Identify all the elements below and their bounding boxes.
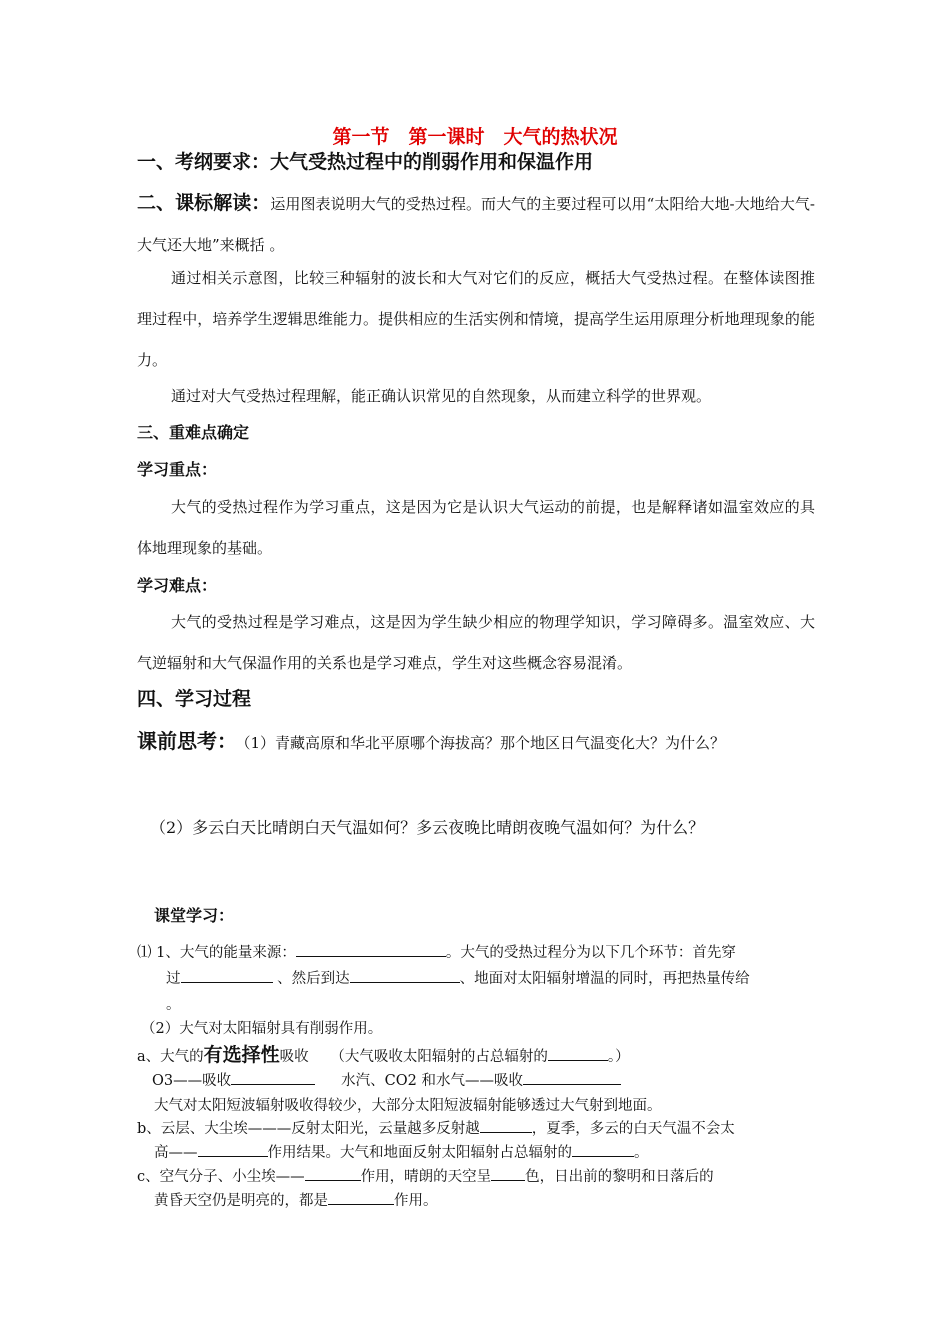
ex-text: 作用。 [394,1193,438,1209]
page-title: 第一节 第一课时 大气的热状况 [332,126,618,148]
section-2-para-2: 通过相关示意图，比较三种辐射的波长和大气对它们的反应，概括大气受热过程。在整体读图推理过程中，培养学生逻辑思维能力。提供相应的生活实例和情境，提高学生运用原理分析地理现象的能力。 [137,269,815,369]
exercise-line-11 [154,1188,832,1215]
ex-text: 高—— [154,1145,198,1161]
ex-text: ⑴ 1、大气的能量来源： [137,945,296,961]
ex-text: 、地面对太阳辐射增温的同时，再把热量传给 [459,971,750,987]
exercise-line-10 [137,1164,817,1191]
class-study-label: 课堂学习： [154,906,235,925]
ex-text: 吸收 （大气吸收太阳辐射的占总辐射的 [279,1049,548,1065]
exercise-line-7: 大气对太阳短波辐射吸收得较少，大部分太阳短波辐射能够透过大气射到地面。 [154,1098,662,1114]
ex-text: 。大气的受热过程分为以下几个环节：首先穿 [445,945,736,961]
exercise-line-4: （2）大气对太阳辐射具有削弱作用。 [141,1021,383,1037]
ex-text: 。） [607,1049,630,1065]
ex-text: b、云层、大尘埃———反射太阳光，云量越多反射越 [137,1121,480,1137]
section-2-heading: 二、课标解读： [137,192,271,214]
ex-text: 作用，晴朗的天空呈 [360,1169,492,1185]
ex-text: 作用结果。大气和地面反射太阳辐射占总辐射的 [267,1145,572,1161]
exercise-line-1 [137,940,815,967]
selective-emphasis: 有选择性 [203,1044,280,1066]
exercise-line-8 [137,1116,817,1143]
ex-text: O3——吸收 [152,1073,232,1089]
blank-water-vapor[interactable] [523,1070,621,1085]
ex-text: 过 [166,971,181,987]
difficulty-text: 大气的受热过程是学习难点，这是因为学生缺少相应的物理学知识，学习障碍多。温室效应、大气逆辐射和大气保温作用的关系也是学习难点，学生对这些概念容易混淆。 [137,613,815,672]
ex-text: c、空气分子、小尘埃—— [137,1169,305,1185]
blank-energy-source[interactable] [296,942,446,957]
exercise-line-3: 。 [166,997,181,1013]
ex-text: 水汽、CO2 和水气——吸收 [341,1073,523,1089]
ex-text: 、然后到达 [272,971,350,987]
ex-text: 色，日出前的黎明和日落后的 [525,1169,714,1185]
exercise-line-2 [166,966,816,993]
blank-reflect[interactable] [480,1118,532,1133]
question-1-text: （1）青藏高原和华北平原哪个海拔高？那个地区日气温变化大？为什么？ [243,734,726,752]
ex-text: 。 [634,1145,649,1161]
blank-absorb-ratio[interactable] [548,1046,608,1061]
section-1-heading: 一、考纲要求：大气受热过程中的削弱作用和保温作用 [137,151,594,173]
blank-pass-through[interactable] [181,968,273,983]
pre-class-question-1 [137,728,815,756]
section-4-heading: 四、学习过程 [137,688,252,710]
section-3-heading: 三、重难点确定 [137,423,250,442]
blank-twilight-effect[interactable] [328,1190,394,1205]
blank-effect[interactable] [198,1142,268,1157]
blank-reach[interactable] [350,968,460,983]
focus-label: 学习重点： [137,460,218,479]
ex-text: ，夏季，多云的白天气温不会太 [531,1121,735,1137]
blank-reflect-ratio[interactable] [572,1142,634,1157]
section-2-para-3: 通过对大气受热过程理解，能正确认识常见的自然现象，从而建立科学的世界观。 [171,387,712,405]
pre-class-label: 课前思考： [137,729,237,753]
blank-scatter[interactable] [305,1166,361,1181]
ex-text: a、大气的 [137,1049,204,1065]
exercise-line-9 [154,1140,832,1167]
ex-text: 黄昏天空仍是明亮的，都是 [154,1193,328,1209]
pre-class-question-2: （2）多云白天比晴朗白天气温如何？多云夜晚比晴朗夜晚气温如何？为什么？ [150,818,705,837]
blank-sky-color[interactable] [491,1166,525,1181]
exercise-line-5 [137,1042,817,1071]
difficulty-label: 学习难点： [137,576,218,595]
blank-o3[interactable] [231,1070,315,1085]
exercise-line-6 [152,1068,830,1095]
focus-text: 大气的受热过程作为学习重点，这是因为它是认识大气运动的前提，也是解释诸如温室效应的具体地理现象的基础。 [137,498,815,557]
section-2-para-1: 运用图表说明大气的受热过程。而大气的主要过程可以用“太阳给大地-大地给大气-大气还大地”来概括 。 [137,195,815,254]
section-2 [137,184,815,266]
